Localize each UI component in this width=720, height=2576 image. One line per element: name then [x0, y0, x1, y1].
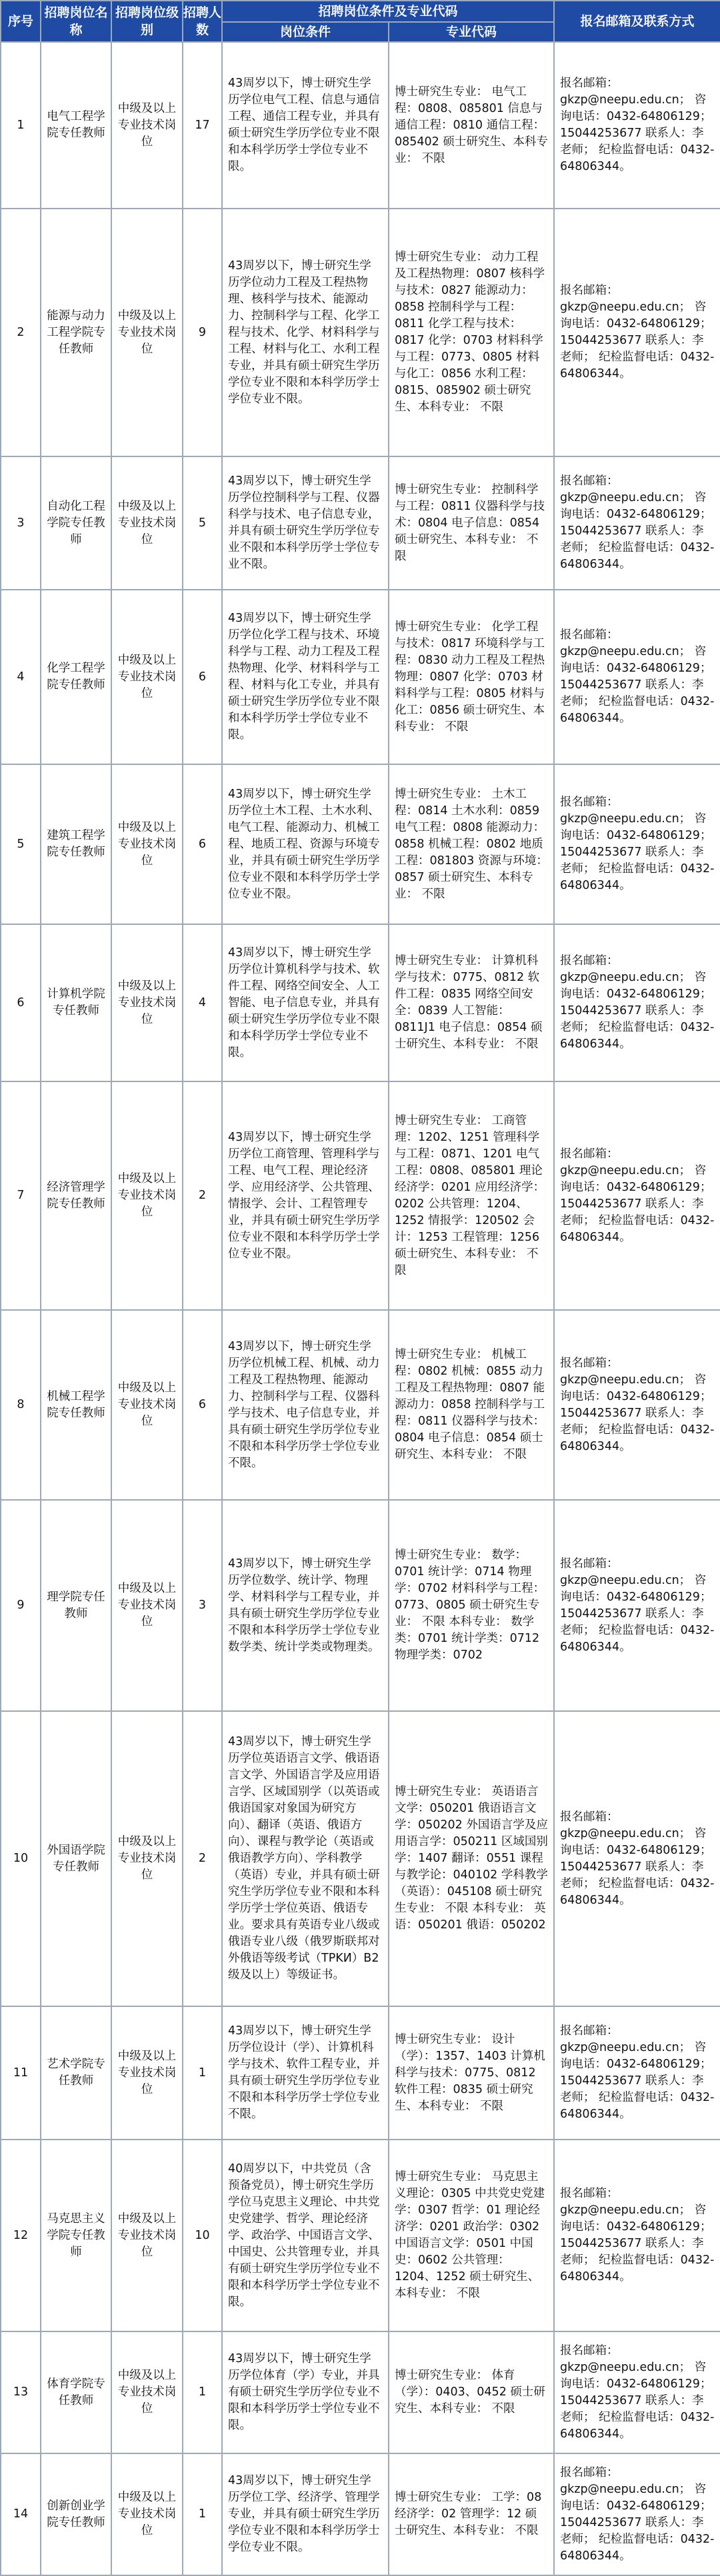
row-major-codes: 博士研究生专业： 机械工程：0802 机械：0855 动力工程及工程热物理：0807 能源动力：0858 控制科学与工程：0811 仪器科学与技术：0804 电子信息：0854 硕士研究生、本科专业： 不限 [389, 1310, 554, 1500]
row-seq: 3 [1, 456, 41, 590]
row-major-codes: 博士研究生专业： 体育（学）：0403、0452 硕士研究生、本科专业： 不限 [389, 2331, 554, 2453]
row-post-level: 中级及以上专业技术岗位 [111, 209, 183, 456]
row-post-name: 机械工程学院专任教师 [41, 1310, 111, 1500]
table-row [1, 2453, 720, 2575]
table-row [1, 1310, 720, 1500]
table-row [1, 924, 720, 1081]
header-post-level: 招聘岗位级别 [111, 1, 183, 42]
row-major-codes: 博士研究生专业： 土木工程：0814 土木水利：0859 电气工程：0808 能源动力：0858 机械工程：0802 地质工程：081803 资源与环境：0857 硕士研究生、本科专业： 不限 [389, 764, 554, 924]
row-count: 6 [183, 1310, 222, 1500]
row-post-level: 中级及以上专业技术岗位 [111, 1711, 183, 2006]
row-major-codes: 博士研究生专业： 动力工程及工程热物理：0807 核科学与技术：0827 能源动力：0858 控制科学与工程：0811 化学工程与技术：0817 化学：0703 材料科学与工程：0773、0805 材料与化工：0856 水利工程：0815、085902 硕士研究生、本科专业： 不限 [389, 209, 554, 456]
row-contact: 报名邮箱： gkzp@neepu.edu.cn； 咨询电话：0432-64806129；15044253677 联系人：李老师； 纪检监督电话：0432-64806344。 [554, 456, 720, 590]
table-body [1, 42, 720, 2575]
row-condition: 43周岁以下，博士研究生学历学位计算机科学与技术、软件工程、网络空间安全、人工智能、电子信息专业，并具有硕士研究生学历学位专业不限和本科学历学士学位专业不限。 [222, 924, 389, 1081]
row-contact: 报名邮箱： gkzp@neepu.edu.cn； 咨询电话：0432-64806129；15044253677 联系人：李老师； 纪检监督电话：0432-64806344。 [554, 1081, 720, 1310]
row-major-codes: 博士研究生专业： 化学工程与技术：0817 环境科学与工程：0830 动力工程及工程热物理：0807 化学：0703 材料科学与工程：0805 材料与化工：0856 硕士研究生、本科专业： 不限 [389, 590, 554, 764]
row-post-name: 理学院专任教师 [41, 1500, 111, 1711]
row-contact: 报名邮箱： gkzp@neepu.edu.cn； 咨询电话：0432-64806129；15044253677 联系人：李老师； 纪检监督电话：0432-64806344。 [554, 1711, 720, 2006]
table-row [1, 2331, 720, 2453]
row-post-name: 经济管理学院专任教师 [41, 1081, 111, 1310]
row-post-name: 创新创业学院专任教师 [41, 2453, 111, 2575]
row-post-name: 能源与动力工程学院专任教师 [41, 209, 111, 456]
row-major-codes: 博士研究生专业： 数学：0701 统计学：0714 物理学：0702 材料科学与工程：0773、0805 硕士研究生专业： 不限 本科专业： 数学类：0701 统计学类：0712 物理学类：0702 [389, 1500, 554, 1711]
row-post-level: 中级及以上专业技术岗位 [111, 2453, 183, 2575]
row-post-name: 化学工程学院专任教师 [41, 590, 111, 764]
row-post-name: 外国语学院专任教师 [41, 1711, 111, 2006]
row-count: 1 [183, 2006, 222, 2140]
row-count: 9 [183, 209, 222, 456]
row-condition: 43周岁以下，博士研究生学历学位工学、经济学、管理学专业，并具有硕士研究生学历学位专业不限和本科学历学士学位专业不限。 [222, 2453, 389, 2575]
header-conditions: 岗位条件 [222, 22, 389, 42]
row-post-level: 中级及以上专业技术岗位 [111, 2331, 183, 2453]
row-contact: 报名邮箱： gkzp@neepu.edu.cn； 咨询电话：0432-64806129；15044253677 联系人：李老师； 纪检监督电话：0432-64806344。 [554, 764, 720, 924]
row-post-name: 建筑工程学院专任教师 [41, 764, 111, 924]
row-count: 2 [183, 1081, 222, 1310]
row-contact: 报名邮箱： gkzp@neepu.edu.cn； 咨询电话：0432-64806129；15044253677 联系人：李老师； 纪检监督电话：0432-64806344。 [554, 590, 720, 764]
header-major-codes: 专业代码 [389, 22, 554, 42]
row-contact: 报名邮箱： gkzp@neepu.edu.cn； 咨询电话：0432-64806129；15044253677 联系人：李老师； 纪检监督电话：0432-64806344。 [554, 924, 720, 1081]
row-post-level: 中级及以上专业技术岗位 [111, 1081, 183, 1310]
row-condition: 43周岁以下，博士研究生学历学位英语语言文学、俄语语言文学、外国语言学及应用语言学、区域国别学（以英语或俄语国家对象国为研究方向）、翻译（英语、俄语方向）、课程与教学论（英语或俄语教学方向）、学科教学（英语）专业，并具有硕士研究生学历学位专业不限和本科学历学士学位英语、俄语专业。要求具有英语专业八级或俄语专业八级（俄罗斯联邦对外俄语等级考试（TPKИ）B2级及以上）等级证书。 [222, 1711, 389, 2006]
row-condition: 43周岁以下，博士研究生学历学位电气工程、信息与通信工程、通信工程专业，并具有硕士研究生学历学位专业不限和本科学历学士学位专业不限。 [222, 42, 389, 209]
row-condition: 43周岁以下，博士研究生学历学位动力工程及工程热物理、核科学与技术、能源动力、控制科学与工程、化学工程与技术、化学、材料科学与工程、材料与化工、水利工程专业，并具有硕士研究生学历学位专业不限和本科学历学士学位专业不限。 [222, 209, 389, 456]
table-row [1, 1081, 720, 1310]
row-condition: 43周岁以下，博士研究生学历学位体育（学）专业，并具有硕士研究生学历学位专业不限和本科学历学士学位专业不限。 [222, 2331, 389, 2453]
row-post-level: 中级及以上专业技术岗位 [111, 764, 183, 924]
table-row [1, 764, 720, 924]
row-seq: 10 [1, 1711, 41, 2006]
row-seq: 7 [1, 1081, 41, 1310]
table-row [1, 2006, 720, 2140]
header-conditions-group: 招聘岗位条件及专业代码 [222, 1, 554, 22]
row-seq: 5 [1, 764, 41, 924]
row-post-level: 中级及以上专业技术岗位 [111, 2006, 183, 2140]
row-seq: 8 [1, 1310, 41, 1500]
row-condition: 40周岁以下，中共党员（含预备党员），博士研究生学历学位马克思主义理论、中共党史党建学、哲学、理论经济学、政治学、中国语言文学、中国史、公共管理专业，并具有硕士研究生学历学位专业不限和本科学历学士学位专业不限。 [222, 2140, 389, 2331]
row-seq: 14 [1, 2453, 41, 2575]
row-post-level: 中级及以上专业技术岗位 [111, 42, 183, 209]
row-condition: 43周岁以下，博士研究生学历学位设计（学）、计算机科学与技术、软件工程专业，并具有硕士研究生学历学位专业不限和本科学历学士学位专业不限。 [222, 2006, 389, 2140]
row-major-codes: 博士研究生专业： 马克思主义理论：0305 中共党史党建学：0307 哲学：01 理论经济学：0201 政治学：0302 中国语言文学：0501 中国史：0602 公共管理：1204、1252 硕士研究生、本科专业： 不限 [389, 2140, 554, 2331]
row-condition: 43周岁以下，博士研究生学历学位机械工程、机械、动力工程及工程热物理、能源动力、控制科学与工程、仪器科学与技术、电子信息专业，并具有硕士研究生学历学位专业不限和本科学历学士学位专业不限。 [222, 1310, 389, 1500]
row-post-level: 中级及以上专业技术岗位 [111, 2140, 183, 2331]
row-contact: 报名邮箱： gkzp@neepu.edu.cn； 咨询电话：0432-64806129；15044253677 联系人：李老师； 纪检监督电话：0432-64806344。 [554, 42, 720, 209]
row-count: 2 [183, 1711, 222, 2006]
row-major-codes: 博士研究生专业： 电气工程：0808、085801 信息与通信工程：0810 通信工程：085402 硕士研究生、本科专业： 不限 [389, 42, 554, 209]
row-post-name: 电气工程学院专任教师 [41, 42, 111, 209]
row-contact: 报名邮箱： gkzp@neepu.edu.cn； 咨询电话：0432-64806129；15044253677 联系人：李老师； 纪检监督电话：0432-64806344。 [554, 2453, 720, 2575]
row-count: 1 [183, 2331, 222, 2453]
row-seq: 13 [1, 2331, 41, 2453]
table-row [1, 2140, 720, 2331]
row-contact: 报名邮箱： gkzp@neepu.edu.cn； 咨询电话：0432-64806129；15044253677 联系人：李老师； 纪检监督电话：0432-64806344。 [554, 1310, 720, 1500]
row-condition: 43周岁以下，博士研究生学历学位化学工程与技术、环境科学与工程、动力工程及工程热物理、化学、材料科学与工程、材料与化工专业，并具有硕士研究生学历学位专业不限和本科学历学士学位专业不限。 [222, 590, 389, 764]
row-count: 6 [183, 590, 222, 764]
row-post-name: 自动化工程学院专任教师 [41, 456, 111, 590]
header-contact: 报名邮箱及联系方式 [554, 1, 720, 42]
row-seq: 12 [1, 2140, 41, 2331]
table-row [1, 590, 720, 764]
row-contact: 报名邮箱： gkzp@neepu.edu.cn； 咨询电话：0432-64806129；15044253677 联系人：李老师； 纪检监督电话：0432-64806344。 [554, 2331, 720, 2453]
row-post-name: 艺术学院专任教师 [41, 2006, 111, 2140]
row-post-name: 马克思主义学院专任教师 [41, 2140, 111, 2331]
table-row [1, 42, 720, 209]
row-major-codes: 博士研究生专业： 设计（学）：1357、1403 计算机科学与技术：0775、0812 软件工程：0835 硕士研究生、本科专业： 不限 [389, 2006, 554, 2140]
row-contact: 报名邮箱： gkzp@neepu.edu.cn； 咨询电话：0432-64806129；15044253677 联系人：李老师； 纪检监督电话：0432-64806344。 [554, 2140, 720, 2331]
row-major-codes: 博士研究生专业： 控制科学与工程：0811 仪器科学与技术：0804 电子信息：0854 硕士研究生、本科专业： 不限 [389, 456, 554, 590]
row-post-level: 中级及以上专业技术岗位 [111, 924, 183, 1081]
row-count: 4 [183, 924, 222, 1081]
table-row [1, 209, 720, 456]
row-contact: 报名邮箱： gkzp@neepu.edu.cn； 咨询电话：0432-64806129；15044253677 联系人：李老师； 纪检监督电话：0432-64806344。 [554, 1500, 720, 1711]
row-post-name: 计算机学院专任教师 [41, 924, 111, 1081]
row-count: 6 [183, 764, 222, 924]
row-count: 1 [183, 2453, 222, 2575]
row-post-level: 中级及以上专业技术岗位 [111, 1310, 183, 1500]
row-count: 10 [183, 2140, 222, 2331]
table-row [1, 1711, 720, 2006]
table-header [1, 1, 720, 42]
row-seq: 6 [1, 924, 41, 1081]
row-condition: 43周岁以下，博士研究生学历学位工商管理、管理科学与工程、电气工程、理论经济学、应用经济学、公共管理、情报学、会计、工程管理专业，并具有硕士研究生学历学位专业不限和本科学历学士学位专业不限。 [222, 1081, 389, 1310]
table-row [1, 1500, 720, 1711]
row-major-codes: 博士研究生专业： 工商管理：1202、1251 管理科学与工程：0871、1201 电气工程：0808、085801 理论经济学：0201 应用经济学：0202 公共管理：1204、1252 情报学：120502 会计：1253 工程管理：1256 硕士研究生、本科专业： 不限 [389, 1081, 554, 1310]
row-major-codes: 博士研究生专业： 英语语言文学：050201 俄语语言文学：050202 外国语言学及应用语言学：050211 区域国别学：1407 翻译：0551 课程与教学论：040102 学科教学（英语）：045108 硕士研究生专业： 不限 本科专业： 英语：050201 俄语：050202 [389, 1711, 554, 2006]
row-seq: 1 [1, 42, 41, 209]
row-post-level: 中级及以上专业技术岗位 [111, 456, 183, 590]
row-major-codes: 博士研究生专业： 工学：08 经济学：02 管理学：12 硕士研究生、本科专业： 不限 [389, 2453, 554, 2575]
header-post-name: 招聘岗位名称 [41, 1, 111, 42]
row-seq: 11 [1, 2006, 41, 2140]
row-post-level: 中级及以上专业技术岗位 [111, 590, 183, 764]
row-count: 3 [183, 1500, 222, 1711]
row-seq: 4 [1, 590, 41, 764]
row-seq: 9 [1, 1500, 41, 1711]
row-seq: 2 [1, 209, 41, 456]
row-count: 17 [183, 42, 222, 209]
row-condition: 43周岁以下，博士研究生学历学位数学、统计学、物理学、材料科学与工程专业，并具有硕士研究生学历学位专业不限和本科学历学士学位专业数学类、统计学类或物理类。 [222, 1500, 389, 1711]
row-count: 5 [183, 456, 222, 590]
row-contact: 报名邮箱： gkzp@neepu.edu.cn； 咨询电话：0432-64806129；15044253677 联系人：李老师； 纪检监督电话：0432-64806344。 [554, 2006, 720, 2140]
row-condition: 43周岁以下，博士研究生学历学位控制科学与工程、仪器科学与技术、电子信息专业，并具有硕士研究生学历学位专业不限和本科学历学士学位专业不限。 [222, 456, 389, 590]
row-contact: 报名邮箱： gkzp@neepu.edu.cn； 咨询电话：0432-64806129；15044253677 联系人：李老师； 纪检监督电话：0432-64806344。 [554, 209, 720, 456]
header-seq: 序号 [1, 1, 41, 42]
row-post-level: 中级及以上专业技术岗位 [111, 1500, 183, 1711]
row-post-name: 体育学院专任教师 [41, 2331, 111, 2453]
row-condition: 43周岁以下，博士研究生学历学位土木工程、土木水利、电气工程、能源动力、机械工程、地质工程、资源与环境专业，并具有硕士研究生学历学位专业不限和本科学历学士学位专业不限。 [222, 764, 389, 924]
header-count: 招聘人数 [183, 1, 222, 42]
table-row [1, 456, 720, 590]
row-major-codes: 博士研究生专业： 计算机科学与技术：0775、0812 软件工程：0835 网络空间安全：0839 人工智能：0811J1 电子信息：0854 硕士研究生、本科专业： 不限 [389, 924, 554, 1081]
